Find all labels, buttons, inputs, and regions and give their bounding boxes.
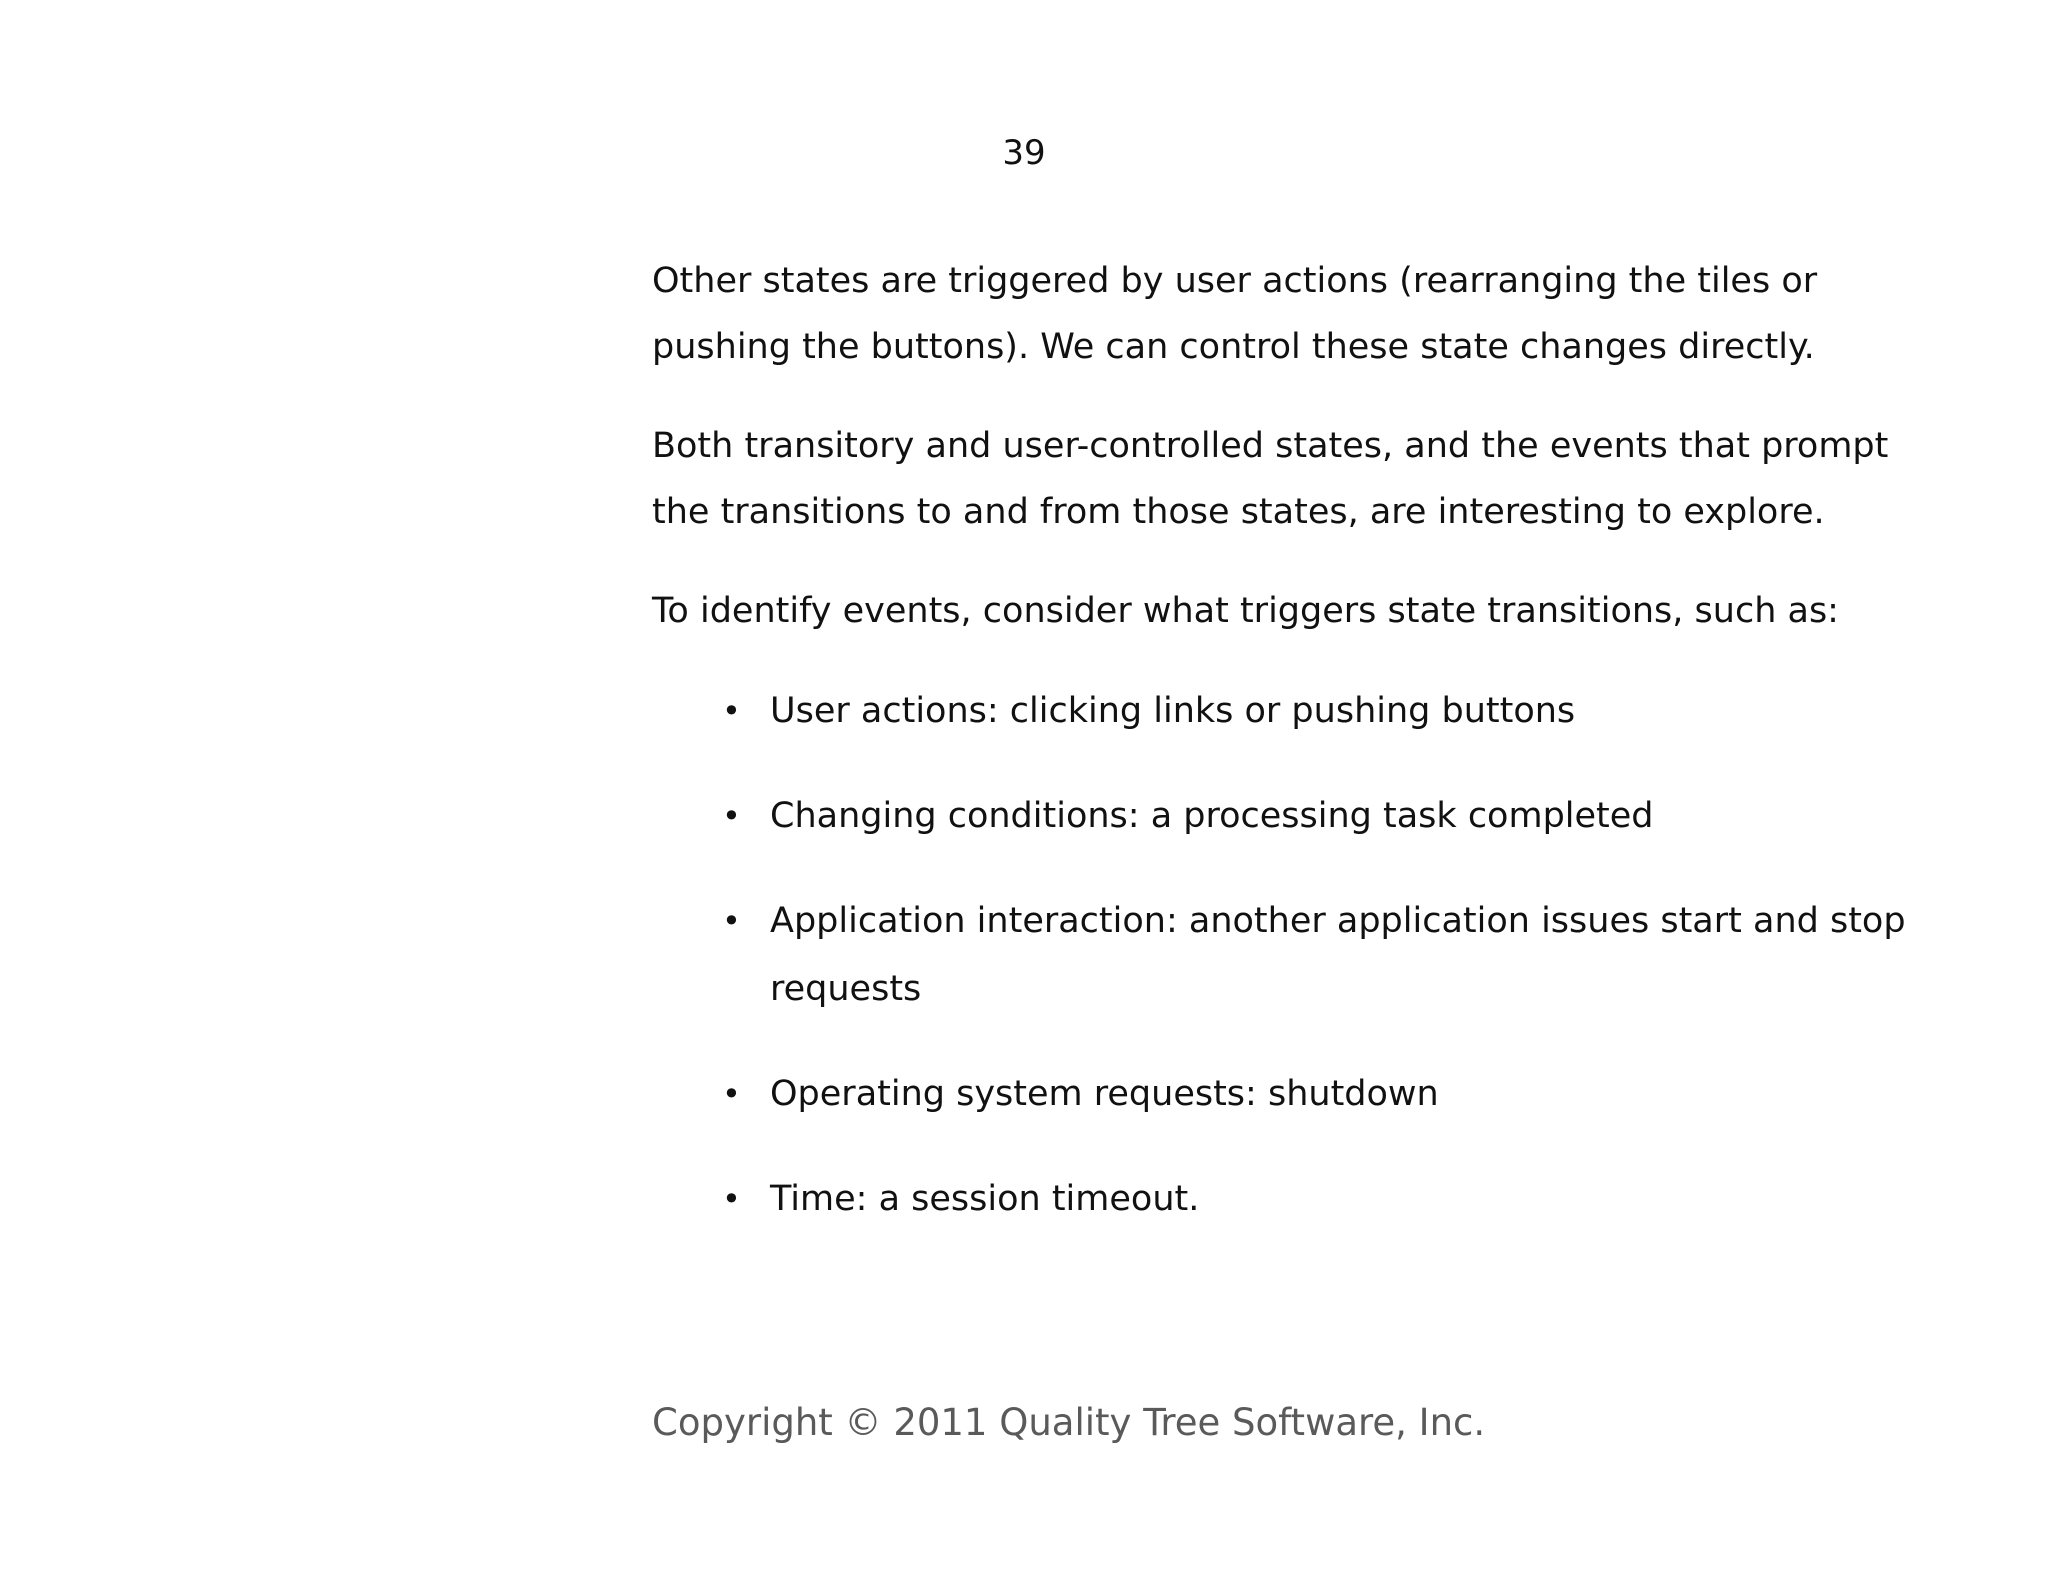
list-item bbox=[652, 782, 1942, 850]
bullet-list bbox=[652, 677, 1942, 1233]
bullet-icon: • bbox=[722, 1180, 741, 1218]
list-item bbox=[652, 887, 1942, 1023]
list-item-text: Operating system requests: shutdown bbox=[770, 1074, 1439, 1114]
list-item-text: User actions: clicking links or pushing buttons bbox=[770, 691, 1576, 731]
bullet-icon: • bbox=[722, 902, 741, 940]
copyright-footer: Copyright © 2011 Quality Tree Software, Inc. bbox=[652, 1401, 1486, 1444]
paragraph: Both transitory and user-controlled states, and the events that prompt the transitions to and from those states, are interesting to explore. bbox=[652, 426, 1889, 532]
list-item bbox=[652, 677, 1942, 745]
paragraph: To identify events, consider what triggers state transitions, such as: bbox=[652, 591, 1839, 631]
page-content bbox=[652, 248, 1942, 1270]
list-item-text: Time: a session timeout. bbox=[770, 1179, 1200, 1219]
page-number: 39 bbox=[1002, 133, 1046, 173]
list-item bbox=[652, 1165, 1942, 1233]
bullet-icon: • bbox=[722, 692, 741, 730]
list-item-text: Changing conditions: a processing task completed bbox=[770, 796, 1654, 836]
paragraph: Other states are triggered by user actions (rearranging the tiles or pushing the buttons). We can control these state changes directly. bbox=[652, 261, 1818, 367]
list-item-text: Application interaction: another application issues start and stop requests bbox=[770, 901, 1906, 1009]
bullet-icon: • bbox=[722, 797, 741, 835]
list-item bbox=[652, 1060, 1942, 1128]
bullet-icon: • bbox=[722, 1075, 741, 1113]
